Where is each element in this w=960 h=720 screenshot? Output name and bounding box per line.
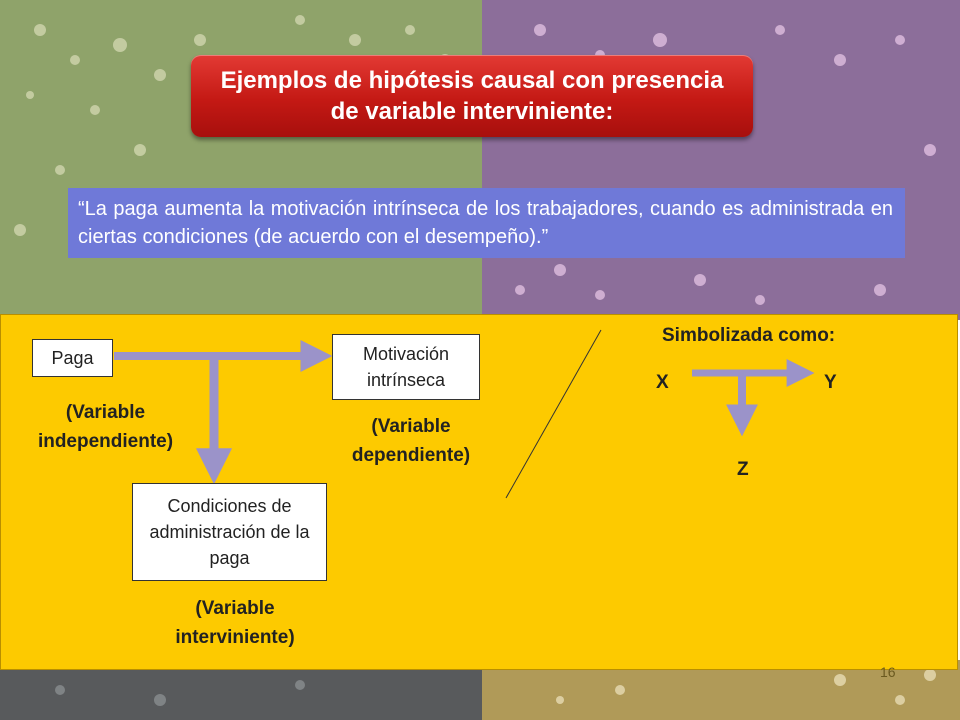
symbol-y: Y: [824, 372, 837, 393]
slide-number: 16: [880, 664, 896, 680]
symbol-x: X: [656, 372, 669, 393]
label-intervening: (Variable interviniente): [175, 598, 295, 648]
symbolic-heading: Simbolizada como:: [662, 325, 836, 346]
separator-line: [506, 330, 601, 498]
node-conditions: Condiciones de administración de la paga: [132, 483, 327, 581]
label-independent: (Variable independiente): [37, 402, 174, 452]
slide-title-text: Ejemplos de hipótesis causal con presencia de variable interviniente:: [220, 67, 724, 125]
hypothesis-quote: “La paga aumenta la motivación intrínseca de los trabajadores, cuando es administrada en ciertas condiciones (de acuerdo con el desempeño).”: [68, 188, 905, 258]
symbol-z: Z: [737, 459, 749, 480]
node-motivation: Motivación intrínseca: [332, 334, 480, 400]
label-dependent: (Variable dependiente): [351, 416, 471, 466]
node-pay: Paga: [32, 339, 113, 377]
